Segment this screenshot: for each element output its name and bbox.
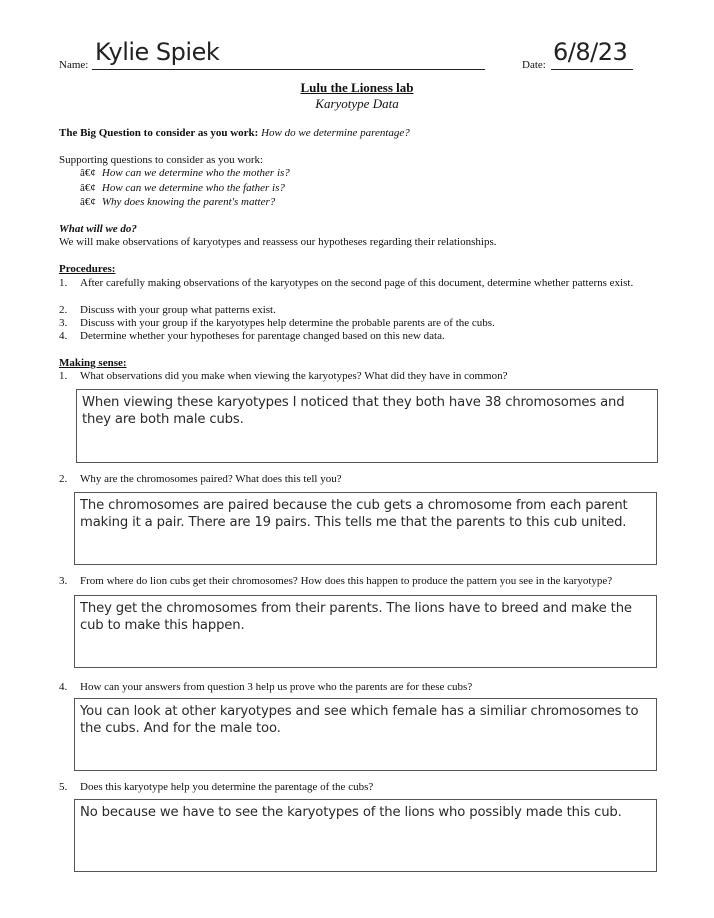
answer-box-3[interactable] [74, 595, 657, 668]
what-we-do-text: We will make observations of karyotypes and reassess our hypotheses regarding their relationships. [59, 236, 497, 248]
bullet-glyph: â€¢ [80, 196, 96, 208]
page-subtitle: Karyotype Data [315, 96, 399, 111]
making-sense-heading: Making sense: [59, 357, 127, 369]
date-field[interactable]: 6/8/23 [553, 38, 628, 66]
name-label: Name: [59, 59, 89, 71]
supporting-label: Supporting questions to consider as you work: [59, 154, 264, 166]
big-question [59, 127, 410, 140]
answer-box-5[interactable] [74, 799, 657, 872]
question-1: 1. What observations did you make when viewing the karyotypes? What did they have in common? [59, 370, 508, 382]
procedure-item: 2. Discuss with your group what patterns exist. [59, 304, 276, 316]
question-2: 2. Why are the chromosomes paired? What does this tell you? [59, 473, 342, 485]
answer-text-2: The chromosomes are paired because the cub gets a chromosome from each parent making it a pair. There are 19 pairs. This tells me that the parents to this cub united. [80, 498, 628, 530]
answer-box-1[interactable] [76, 389, 658, 463]
bullet-glyph: â€¢ [80, 167, 96, 179]
big-question-text: How do we determine parentage? [261, 127, 410, 139]
procedure-item: 4. Determine whether your hypotheses for parentage changed based on this new data. [59, 330, 445, 342]
answer-text-5: No because we have to see the karyotypes of the lions who possibly made this cub. [80, 805, 622, 820]
date-label: Date: [522, 59, 546, 71]
bullet-glyph: â€¢ [80, 182, 96, 194]
answer-text-1: When viewing these karyotypes I noticed that they both have 38 chromosomes and they are both male cubs. [82, 395, 625, 427]
page-title: Lulu the Lioness lab [300, 80, 414, 95]
supporting-item: â€¢ How can we determine who the mother is? [80, 167, 290, 179]
answer-text-4: You can look at other karyotypes and see which female has a similiar chromosomes to the cubs. And for the male too. [80, 704, 639, 736]
question-5: 5. Does this karyotype help you determine the parentage of the cubs? [59, 781, 374, 793]
procedure-item: 1. After carefully making observations of the karyotypes on the second page of this document, determine whether patterns exist. [59, 277, 634, 289]
procedure-item: 3. Discuss with your group if the karyotypes help determine the probable parents are of the cubs. [59, 317, 495, 329]
big-question-label: The Big Question to consider as you work: [59, 127, 259, 139]
answer-text-3: They get the chromosomes from their parents. The lions have to breed and make the cub to make this happen. [80, 601, 632, 633]
supporting-item: â€¢ Why does knowing the parent's matter? [80, 196, 276, 208]
supporting-item: â€¢ How can we determine who the father is? [80, 182, 285, 194]
answer-box-4[interactable] [74, 698, 657, 771]
procedures-heading: Procedures: [59, 263, 116, 275]
answer-box-2[interactable] [74, 492, 657, 565]
question-3: 3. From where do lion cubs get their chromosomes? How does this happen to produce the pattern you see in the karyotype? [59, 575, 613, 587]
question-4: 4. How can your answers from question 3 help us prove who the parents are for these cubs? [59, 681, 473, 693]
date-underline [551, 69, 633, 70]
what-we-do-heading: What will we do? [59, 223, 137, 235]
name-field[interactable]: Kylie Spiek [95, 38, 220, 66]
name-underline [92, 69, 485, 70]
